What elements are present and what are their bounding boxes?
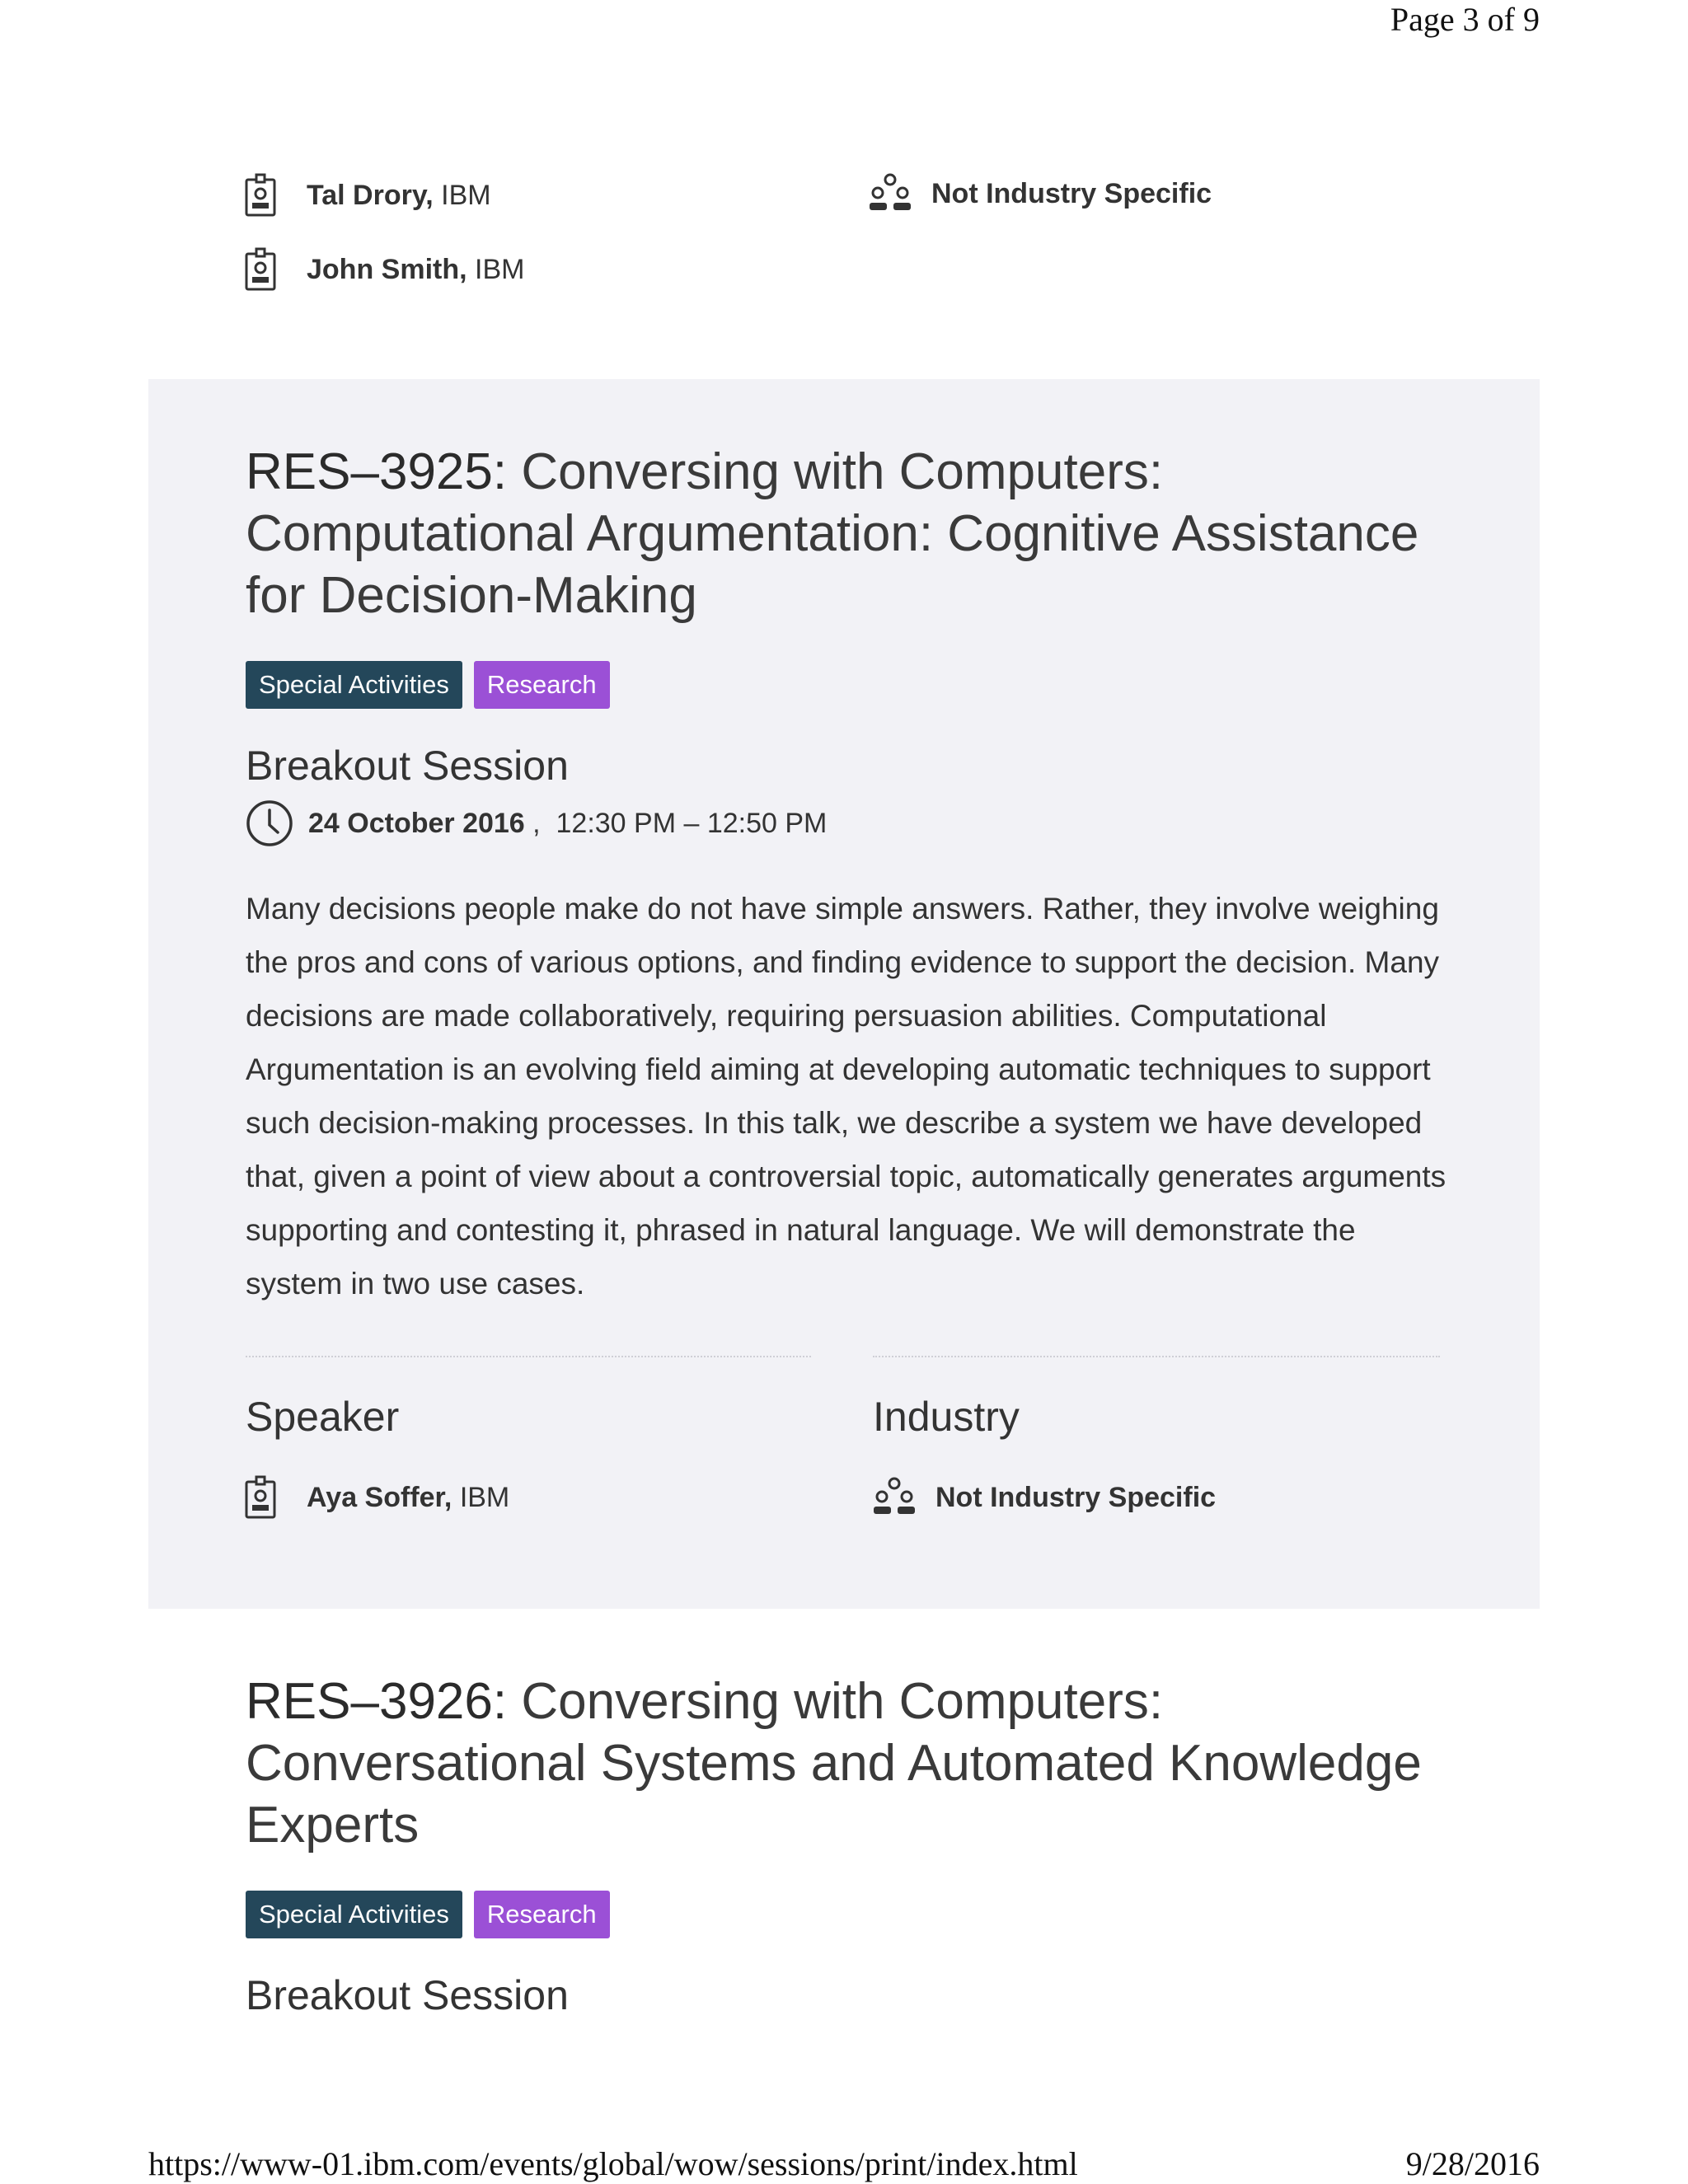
session-code: RES–3925: <box>246 443 508 500</box>
speaker-name: Tal Drory, <box>307 179 434 211</box>
session-tags <box>246 661 610 709</box>
session-description: Many decisions people make do not have simple answers. Rather, they involve weighing the pros and cons of various options, and finding evidence to support the decision. Many decisions are made collaboratively, requiring persuasion abilities. Computational Argumentation is an evolving field aiming at developing automatic techniques to support such decision-making processes. In this talk, we describe a system we have developed that, given a point of view about a controversial topic, automatically generates arguments supporting and contesting it, phrased in natural language. We will demonstrate the system in two use cases. <box>246 892 1447 1301</box>
session-title[interactable] <box>246 441 1482 626</box>
speaker-org: IBM <box>441 179 491 211</box>
people-group-icon <box>873 1477 916 1518</box>
footer-url: https://www-01.ibm.com/events/global/wow/sessions/print/index.html <box>148 2145 1078 2182</box>
title-line: Conversing with Computers: <box>507 1673 1164 1730</box>
clock-icon <box>246 799 293 847</box>
industry-label: Not Industry Specific <box>935 1481 1217 1513</box>
divider <box>873 1356 1440 1357</box>
session-type: Breakout Session <box>246 1972 569 2018</box>
speaker-aya-soffer <box>244 1475 509 1520</box>
title-line: Conversational Systems and Automated Knowledge <box>246 1735 1422 1792</box>
speaker-name: John Smith, <box>307 253 467 285</box>
footer-date: 9/28/2016 <box>1405 2145 1540 2182</box>
session-code: RES–3926: <box>246 1673 508 1730</box>
page-number: Page 3 of 9 <box>1390 1 1540 38</box>
tag-special-activities[interactable]: Special Activities <box>246 1891 462 1938</box>
badge-icon <box>244 247 277 292</box>
divider <box>246 1356 811 1357</box>
title-line: Computational Argumentation: Cognitive Assistance <box>246 505 1419 562</box>
industry-label: Not Industry Specific <box>931 177 1212 209</box>
session-title[interactable] <box>246 1671 1482 1856</box>
tag-research[interactable]: Research <box>474 661 610 709</box>
industry-heading: Industry <box>873 1394 1020 1440</box>
badge-icon <box>244 173 277 218</box>
badge-icon <box>244 1475 277 1520</box>
people-group-icon <box>869 173 912 214</box>
title-line: Conversing with Computers: <box>507 443 1164 500</box>
tag-research[interactable]: Research <box>474 1891 610 1938</box>
session-date: 24 October 2016 <box>308 807 525 839</box>
speaker-tal-drory <box>244 173 491 218</box>
speaker-org: IBM <box>459 1481 510 1513</box>
title-line: for Decision-Making <box>246 567 697 624</box>
session-datetime: 24 October 2016 , 12:30 PM – 12:50 PM <box>246 799 827 847</box>
speaker-name: Aya Soffer, <box>307 1481 452 1513</box>
session-tags <box>246 1891 610 1938</box>
industry-item <box>873 1477 1216 1518</box>
tag-special-activities[interactable]: Special Activities <box>246 661 462 709</box>
industry-item <box>869 173 1212 214</box>
speaker-john-smith <box>244 247 524 292</box>
title-line: Experts <box>246 1797 420 1854</box>
session-type: Breakout Session <box>246 743 569 789</box>
speaker-org: IBM <box>475 253 525 285</box>
speaker-heading: Speaker <box>246 1394 400 1440</box>
session-time: 12:30 PM – 12:50 PM <box>556 807 828 839</box>
